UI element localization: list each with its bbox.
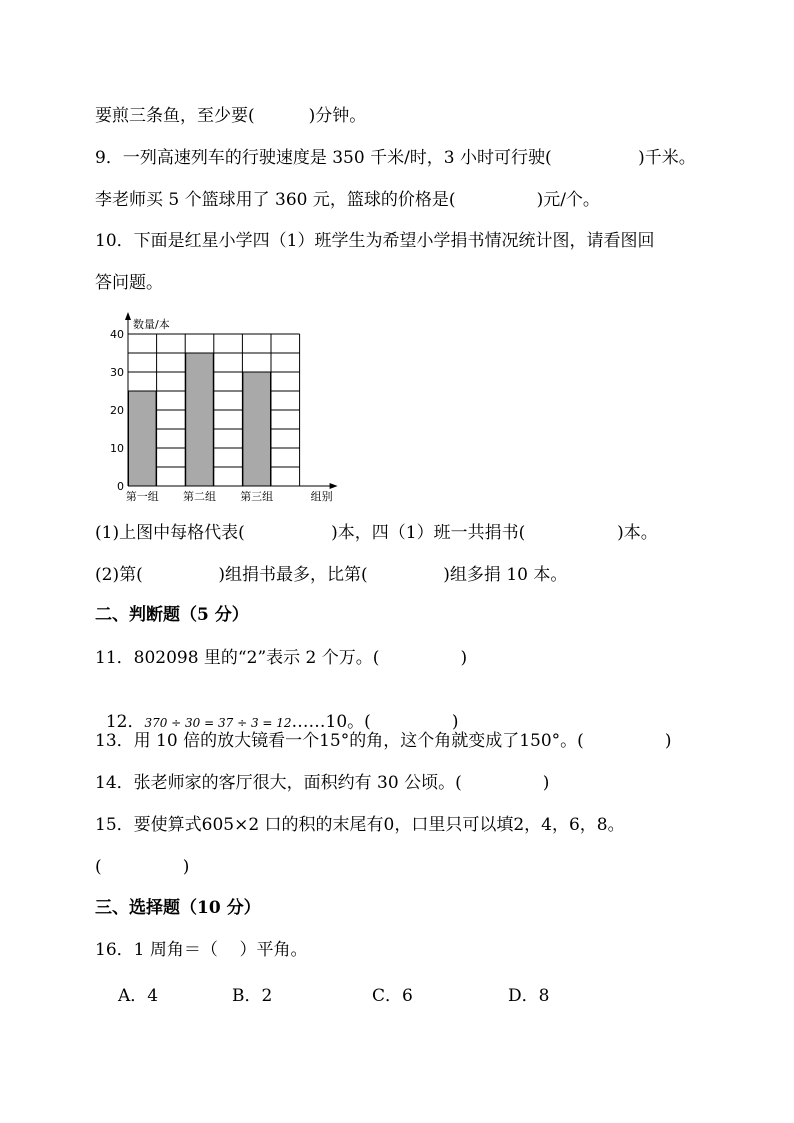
- y-tick-label: 0: [117, 480, 124, 493]
- question-15: 15．要使算式605×2 口的积的末尾有0，口里只可以填2，4，6，8。: [95, 815, 625, 835]
- question-12: [95, 689, 459, 734]
- y-tick-label: 20: [110, 404, 124, 417]
- question-9-part2: 李老师买 5 个篮球用了 360 元，篮球的价格是( )元/个。: [95, 190, 600, 210]
- section-2-heading: 二、判断题（5 分）: [95, 605, 249, 625]
- x-tick-label: 第三组: [240, 490, 274, 503]
- option-a[interactable]: A．4: [118, 986, 159, 1006]
- question-8-tail: 要煎三条鱼，至少要( )分钟。: [95, 106, 367, 126]
- x-tick-label: 第二组: [183, 490, 216, 503]
- option-b[interactable]: B．2: [232, 986, 273, 1006]
- option-c[interactable]: C．6: [372, 986, 413, 1006]
- y-tick-label: 30: [110, 366, 124, 379]
- y-tick-label: 40: [110, 328, 124, 341]
- y-axis-label: 数量/本: [133, 318, 170, 331]
- y-axis-arrow: [125, 312, 131, 320]
- bar-chart: [100, 312, 380, 512]
- question-9: 9．一列高速列车的行驶速度是 350 千米/时，3 小时可行驶( )千米。: [95, 148, 696, 168]
- question-11: 11．802098 里的“2”表示 2 个万。( ): [95, 648, 468, 668]
- question-10: 10．下面是红星小学四（1）班学生为希望小学捐书情况统计图，请看图回: [95, 231, 655, 251]
- question-14: 14．张老师家的客厅很大，面积约有 30 公顷。( ): [95, 773, 550, 793]
- x-tick-label: 第一组: [125, 490, 159, 503]
- bar: [129, 391, 157, 486]
- question-16: 16．1 周角＝（ ）平角。: [95, 940, 308, 960]
- x-axis-label: 组别: [310, 490, 333, 503]
- question-10-part1: (1)上图中每格代表( )本，四（1）班一共捐书( )本。: [95, 523, 658, 543]
- question-12-formula: 370 ÷ 30 = 37 ÷ 3 = 12: [144, 716, 292, 730]
- option-d[interactable]: D．8: [508, 986, 550, 1006]
- section-3-heading: 三、选择题（10 分）: [95, 898, 261, 918]
- question-12-rest: ……10。( ): [291, 712, 459, 732]
- question-15-answer: ( ): [95, 857, 190, 877]
- x-axis-arrow: [330, 483, 338, 489]
- question-10-part2: (2)第( )组捐书最多，比第( )组多捐 10 本。: [95, 565, 568, 585]
- question-10-cont: 答问题。: [95, 273, 163, 293]
- bar: [243, 372, 271, 486]
- question-12-number: 12．: [105, 712, 145, 732]
- question-13: 13．用 10 倍的放大镜看一个15°的角，这个角就变成了150°。( ): [95, 731, 672, 751]
- y-tick-label: 10: [110, 442, 124, 455]
- bar: [186, 353, 214, 486]
